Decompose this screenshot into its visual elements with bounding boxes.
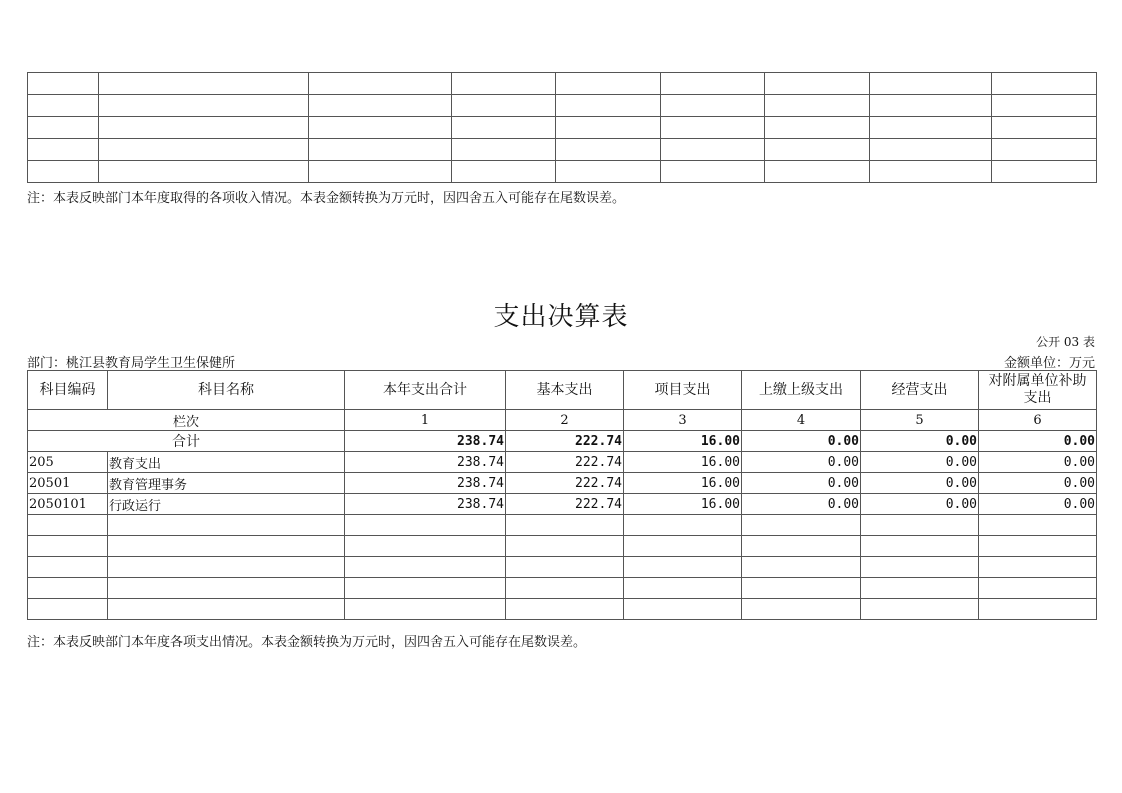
empty-cell bbox=[992, 161, 1097, 183]
empty-cell bbox=[661, 161, 765, 183]
empty-cell bbox=[556, 73, 661, 95]
table-row bbox=[28, 494, 1097, 515]
empty-cell bbox=[979, 599, 1097, 620]
empty-cell bbox=[624, 536, 742, 557]
empty-cell bbox=[661, 117, 765, 139]
amount-cell: 0.00 bbox=[861, 452, 979, 473]
empty-cell bbox=[861, 536, 979, 557]
empty-cell bbox=[556, 139, 661, 161]
header-subsidy: 对附属单位补助支出 bbox=[979, 371, 1097, 410]
total-label: 合计 bbox=[28, 431, 345, 452]
empty-cell bbox=[742, 536, 861, 557]
amount-unit-label: 金额单位：万元 bbox=[1003, 356, 1095, 371]
total-cell: 0.00 bbox=[979, 431, 1097, 452]
empty-cell bbox=[861, 599, 979, 620]
total-cell: 0.00 bbox=[742, 431, 861, 452]
empty-cell bbox=[765, 161, 870, 183]
empty-cell bbox=[28, 578, 108, 599]
amount-cell: 222.74 bbox=[506, 494, 624, 515]
empty-cell bbox=[28, 536, 108, 557]
empty-cell bbox=[28, 161, 99, 183]
empty-cell bbox=[742, 599, 861, 620]
empty-cell bbox=[28, 599, 108, 620]
empty-cell bbox=[742, 557, 861, 578]
amount-cell: 0.00 bbox=[742, 494, 861, 515]
total-row bbox=[28, 431, 1097, 452]
empty-cell bbox=[108, 599, 345, 620]
empty-cell bbox=[309, 95, 452, 117]
empty-cell bbox=[742, 515, 861, 536]
empty-cell bbox=[765, 73, 870, 95]
total-cell: 238.74 bbox=[345, 431, 506, 452]
amount-cell: 16.00 bbox=[624, 452, 742, 473]
amount-cell: 222.74 bbox=[506, 452, 624, 473]
empty-cell bbox=[99, 139, 309, 161]
empty-cell bbox=[506, 578, 624, 599]
empty-cell bbox=[556, 161, 661, 183]
empty-cell bbox=[765, 117, 870, 139]
empty-cell bbox=[765, 95, 870, 117]
expenditure-table bbox=[27, 370, 1097, 620]
amount-cell: 0.00 bbox=[979, 452, 1097, 473]
empty-cell bbox=[992, 95, 1097, 117]
empty-cell bbox=[979, 536, 1097, 557]
empty-cell bbox=[506, 599, 624, 620]
subject-code: 2050101 bbox=[28, 494, 108, 515]
empty-cell bbox=[870, 161, 992, 183]
total-cell: 16.00 bbox=[624, 431, 742, 452]
empty-row bbox=[28, 95, 1097, 117]
amount-cell: 0.00 bbox=[979, 473, 1097, 494]
form-code: 公开 03 表 bbox=[1036, 335, 1095, 349]
empty-cell bbox=[624, 578, 742, 599]
subject-name: 行政运行 bbox=[108, 494, 345, 515]
empty-cell bbox=[345, 599, 506, 620]
subject-code: 205 bbox=[28, 452, 108, 473]
department-label: 部门：桃江县教育局学生卫生保健所 bbox=[27, 356, 236, 371]
page-title: 支出决算表 bbox=[493, 302, 629, 332]
empty-cell bbox=[108, 557, 345, 578]
subject-name: 教育支出 bbox=[108, 452, 345, 473]
header-project: 项目支出 bbox=[624, 371, 742, 410]
amount-cell: 0.00 bbox=[861, 494, 979, 515]
sequence-cell: 1 bbox=[345, 410, 506, 431]
empty-cell bbox=[661, 139, 765, 161]
empty-cell bbox=[506, 515, 624, 536]
empty-cell bbox=[661, 95, 765, 117]
sequence-label: 栏次 bbox=[28, 410, 345, 431]
amount-cell: 16.00 bbox=[624, 473, 742, 494]
table-row bbox=[28, 452, 1097, 473]
sequence-cell: 2 bbox=[506, 410, 624, 431]
empty-row bbox=[28, 599, 1097, 620]
empty-cell bbox=[452, 73, 556, 95]
empty-cell bbox=[108, 515, 345, 536]
empty-cell bbox=[28, 117, 99, 139]
sequence-cell: 6 bbox=[979, 410, 1097, 431]
amount-cell: 238.74 bbox=[345, 494, 506, 515]
empty-cell bbox=[108, 578, 345, 599]
empty-cell bbox=[870, 117, 992, 139]
empty-row bbox=[28, 536, 1097, 557]
expenditure-table-note: 注：本表反映部门本年度各项支出情况。本表金额转换为万元时，因四舍五入可能存在尾数误差。 bbox=[27, 635, 587, 650]
sequence-cell: 4 bbox=[742, 410, 861, 431]
empty-row bbox=[28, 557, 1097, 578]
empty-row bbox=[28, 73, 1097, 95]
total-cell: 222.74 bbox=[506, 431, 624, 452]
empty-cell bbox=[870, 139, 992, 161]
subject-code: 20501 bbox=[28, 473, 108, 494]
empty-cell bbox=[624, 515, 742, 536]
empty-cell bbox=[309, 73, 452, 95]
empty-cell bbox=[992, 139, 1097, 161]
empty-cell bbox=[624, 599, 742, 620]
empty-cell bbox=[979, 515, 1097, 536]
empty-cell bbox=[506, 536, 624, 557]
header-name: 科目名称 bbox=[108, 371, 345, 410]
amount-cell: 0.00 bbox=[742, 452, 861, 473]
empty-cell bbox=[99, 161, 309, 183]
header-business: 经营支出 bbox=[861, 371, 979, 410]
total-cell: 0.00 bbox=[861, 431, 979, 452]
amount-cell: 0.00 bbox=[742, 473, 861, 494]
amount-cell: 222.74 bbox=[506, 473, 624, 494]
empty-cell bbox=[861, 578, 979, 599]
empty-cell bbox=[506, 557, 624, 578]
amount-cell: 0.00 bbox=[861, 473, 979, 494]
amount-cell: 0.00 bbox=[979, 494, 1097, 515]
empty-cell bbox=[452, 161, 556, 183]
header-basic: 基本支出 bbox=[506, 371, 624, 410]
income-table-continuation bbox=[27, 72, 1097, 183]
empty-cell bbox=[345, 536, 506, 557]
empty-row bbox=[28, 578, 1097, 599]
empty-cell bbox=[309, 161, 452, 183]
empty-cell bbox=[99, 117, 309, 139]
empty-cell bbox=[765, 139, 870, 161]
empty-cell bbox=[108, 536, 345, 557]
empty-cell bbox=[556, 117, 661, 139]
empty-cell bbox=[452, 117, 556, 139]
empty-cell bbox=[861, 557, 979, 578]
empty-cell bbox=[742, 578, 861, 599]
table-row bbox=[28, 473, 1097, 494]
empty-cell bbox=[99, 95, 309, 117]
sequence-cell: 3 bbox=[624, 410, 742, 431]
empty-cell bbox=[861, 515, 979, 536]
empty-cell bbox=[992, 117, 1097, 139]
empty-cell bbox=[870, 73, 992, 95]
header-upper: 上缴上级支出 bbox=[742, 371, 861, 410]
empty-cell bbox=[28, 515, 108, 536]
sequence-cell: 5 bbox=[861, 410, 979, 431]
empty-cell bbox=[870, 95, 992, 117]
empty-row bbox=[28, 515, 1097, 536]
empty-cell bbox=[28, 139, 99, 161]
empty-cell bbox=[452, 139, 556, 161]
header-row bbox=[28, 371, 1097, 410]
empty-row bbox=[28, 117, 1097, 139]
empty-cell bbox=[979, 578, 1097, 599]
amount-cell: 16.00 bbox=[624, 494, 742, 515]
empty-cell bbox=[992, 73, 1097, 95]
empty-cell bbox=[452, 95, 556, 117]
empty-cell bbox=[309, 117, 452, 139]
empty-cell bbox=[345, 578, 506, 599]
empty-row bbox=[28, 161, 1097, 183]
empty-cell bbox=[345, 515, 506, 536]
income-table-note: 注：本表反映部门本年度取得的各项收入情况。本表金额转换为万元时，因四舍五入可能存在尾数误差。 bbox=[27, 191, 626, 206]
empty-cell bbox=[309, 139, 452, 161]
header-total: 本年支出合计 bbox=[345, 371, 506, 410]
empty-cell bbox=[556, 95, 661, 117]
empty-cell bbox=[28, 73, 99, 95]
empty-cell bbox=[624, 557, 742, 578]
sequence-row bbox=[28, 410, 1097, 431]
empty-row bbox=[28, 139, 1097, 161]
empty-cell bbox=[28, 557, 108, 578]
empty-cell bbox=[28, 95, 99, 117]
amount-cell: 238.74 bbox=[345, 452, 506, 473]
amount-cell: 238.74 bbox=[345, 473, 506, 494]
empty-cell bbox=[99, 73, 309, 95]
empty-cell bbox=[661, 73, 765, 95]
empty-cell bbox=[345, 557, 506, 578]
empty-cell bbox=[979, 557, 1097, 578]
subject-name: 教育管理事务 bbox=[108, 473, 345, 494]
header-code: 科目编码 bbox=[28, 371, 108, 410]
